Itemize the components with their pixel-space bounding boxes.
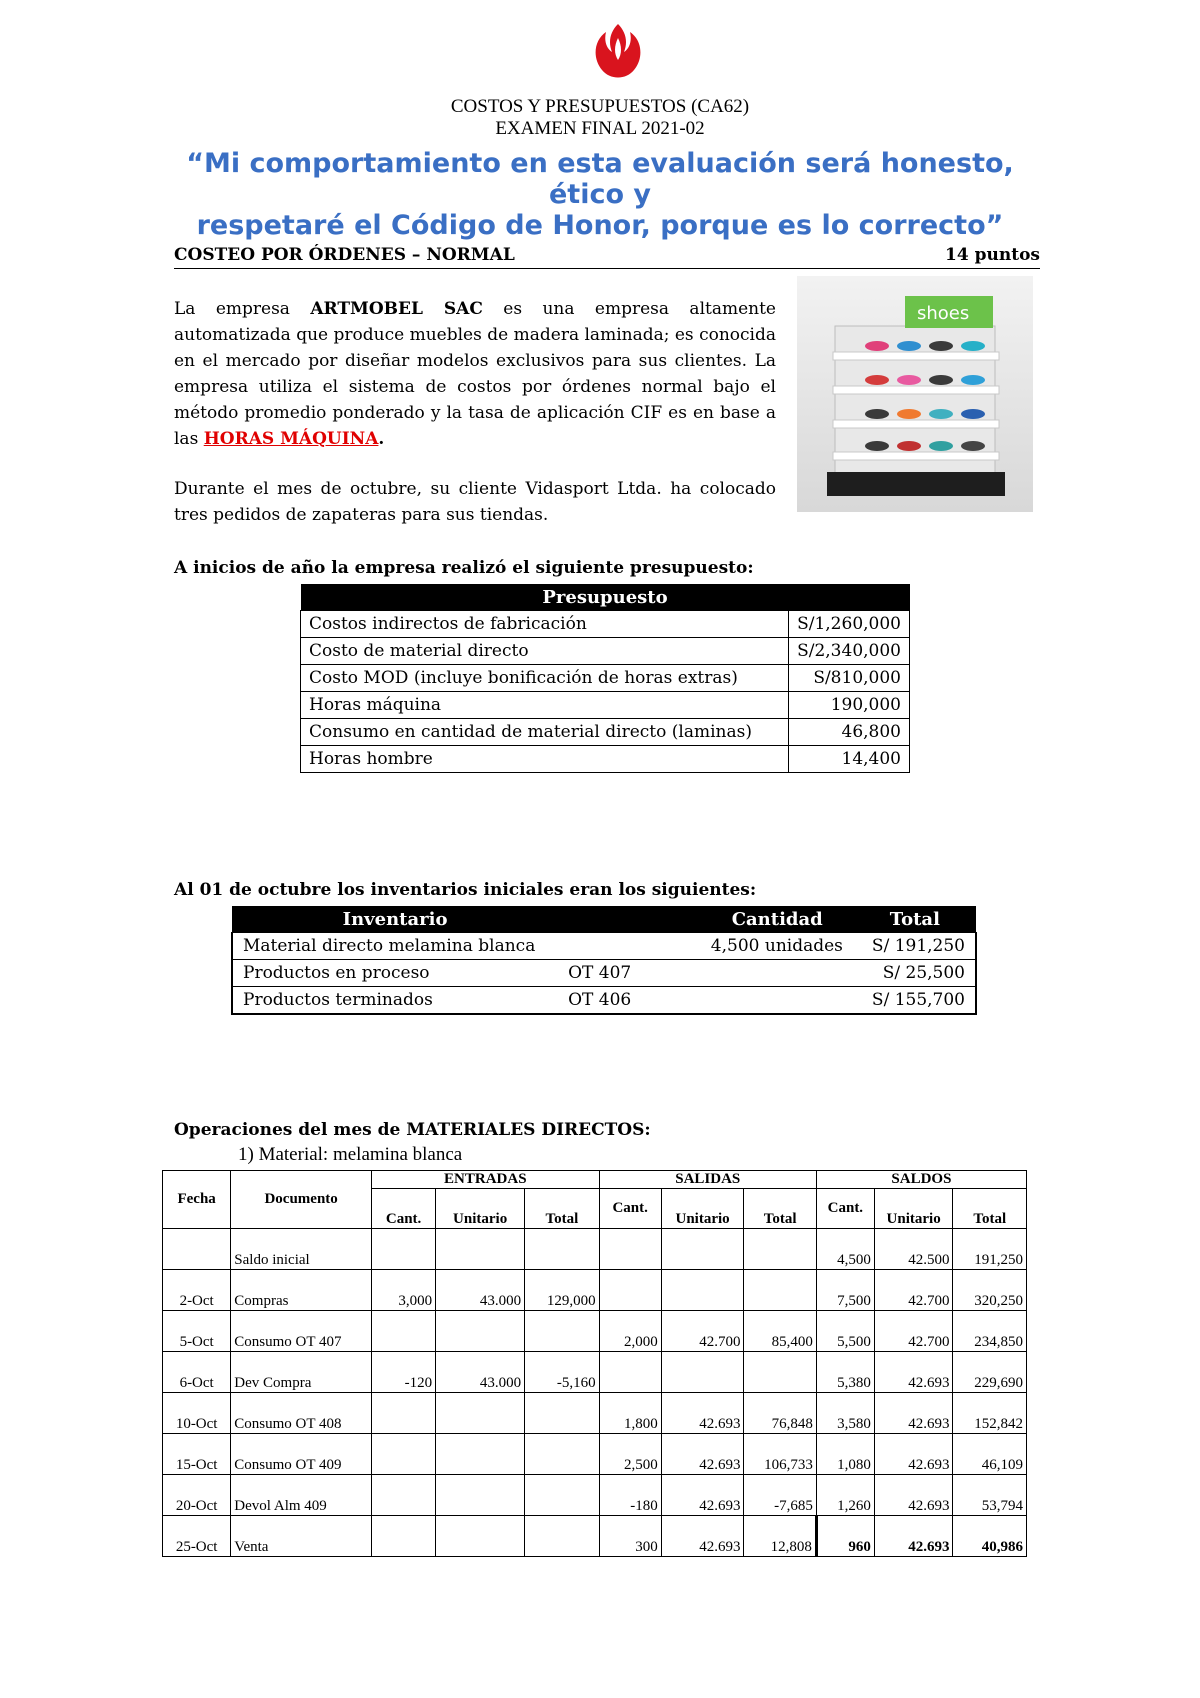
cell-s-total: 85,400 <box>744 1311 816 1352</box>
cell-s-cant: 300 <box>599 1516 661 1557</box>
cell-s-cant <box>599 1270 661 1311</box>
sign-text: shoes <box>917 303 970 324</box>
cell-fecha: 15-Oct <box>163 1434 231 1475</box>
budget-label: Costo de material directo <box>301 638 789 665</box>
table-row <box>232 987 976 1015</box>
table-row <box>301 638 910 665</box>
sub-header: Total <box>525 1189 600 1229</box>
inventory-qty <box>701 987 854 1015</box>
cell-b-cant: 5,380 <box>816 1352 874 1393</box>
cell-fecha: 2-Oct <box>163 1270 231 1311</box>
cell-e-unit <box>436 1393 525 1434</box>
cell-e-total: 129,000 <box>525 1270 600 1311</box>
cell-s-cant <box>599 1352 661 1393</box>
table-row <box>301 719 910 746</box>
cell-b-total: 46,109 <box>953 1434 1027 1475</box>
budget-label: Consumo en cantidad de material directo (laminas) <box>301 719 789 746</box>
intro-text-b: es una empresa altamente automatizada que produce muebles de madera laminada; es conocida en el mercado por diseñar modelos exclusivos para sus clientes. La empresa utiliza el sistema de costos por órdenes normal bajo el método promedio ponderado y la tasa de aplicación CIF es en base a las <box>174 299 776 449</box>
kardex-table <box>162 1170 1027 1557</box>
cell-fecha <box>163 1229 231 1270</box>
intro-paragraph-2: Durante el mes de octubre, su cliente Vidasport Ltda. ha colocado tres pedidos de zapateras para sus tiendas. <box>174 479 776 525</box>
cell-e-unit <box>436 1229 525 1270</box>
cell-fecha: 10-Oct <box>163 1393 231 1434</box>
inventory-heading: Al 01 de octubre los inventarios iniciales eran los siguientes: <box>174 880 757 900</box>
cell-e-unit: 43.000 <box>436 1352 525 1393</box>
cell-e-cant <box>372 1434 436 1475</box>
budget-table-title: Presupuesto <box>301 584 910 611</box>
exam-title: EXAMEN FINAL 2021-02 <box>495 118 705 139</box>
cell-e-cant <box>372 1475 436 1516</box>
cell-s-total <box>744 1352 816 1393</box>
cell-s-unit <box>661 1229 744 1270</box>
inventory-total: S/ 25,500 <box>854 960 976 987</box>
inventory-name: Productos terminados <box>232 987 558 1015</box>
budget-value: S/1,260,000 <box>789 611 910 638</box>
table-row <box>163 1352 1027 1393</box>
cell-s-unit <box>661 1270 744 1311</box>
cell-e-unit <box>436 1434 525 1475</box>
cell-s-cant: 2,500 <box>599 1434 661 1475</box>
inventory-name: Productos en proceso <box>232 960 558 987</box>
cell-s-unit: 42.693 <box>661 1393 744 1434</box>
cell-s-total: 106,733 <box>744 1434 816 1475</box>
cell-e-cant <box>372 1229 436 1270</box>
inventory-total: S/ 191,250 <box>854 933 976 960</box>
shoe-display-photo <box>797 276 1033 512</box>
cell-s-unit: 42.693 <box>661 1516 744 1557</box>
honor-quote-line1: “Mi comportamiento en esta evaluación será honesto, <box>186 148 1014 179</box>
cell-fecha: 6-Oct <box>163 1352 231 1393</box>
cell-doc: Consumo OT 408 <box>231 1393 372 1434</box>
inventory-total: S/ 155,700 <box>854 987 976 1015</box>
intro-text-a: La empresa <box>174 299 311 319</box>
cell-b-unit: 42.693 <box>874 1352 953 1393</box>
inventory-ot: OT 407 <box>558 960 701 987</box>
sub-header: Total <box>744 1189 816 1229</box>
university-logo <box>580 18 656 94</box>
cell-doc: Venta <box>231 1516 372 1557</box>
cell-b-cant: 4,500 <box>816 1229 874 1270</box>
budget-value: S/2,340,000 <box>789 638 910 665</box>
cell-b-cant: 1,080 <box>816 1434 874 1475</box>
inventory-table <box>231 906 977 1015</box>
inventory-ot: OT 406 <box>558 987 701 1015</box>
cell-s-cant <box>599 1229 661 1270</box>
intro-paragraph <box>174 296 776 452</box>
cell-e-total <box>525 1516 600 1557</box>
cell-doc: Dev Compra <box>231 1352 372 1393</box>
cell-doc: Compras <box>231 1270 372 1311</box>
honor-quote-line3: respetaré el Código de Honor, porque es lo correcto” <box>196 210 1004 241</box>
group-saldos: SALDOS <box>816 1171 1026 1189</box>
table-row <box>163 1434 1027 1475</box>
cell-b-unit: 42.500 <box>874 1229 953 1270</box>
section-points: 14 puntos <box>945 245 1040 265</box>
budget-value: 14,400 <box>789 746 910 773</box>
cell-b-cant: 1,260 <box>816 1475 874 1516</box>
cell-doc: Consumo OT 409 <box>231 1434 372 1475</box>
inventory-col-header: Total <box>854 906 976 933</box>
cell-b-total: 191,250 <box>953 1229 1027 1270</box>
table-row <box>163 1311 1027 1352</box>
cell-s-unit: 42.693 <box>661 1434 744 1475</box>
cell-b-unit: 42.693 <box>874 1516 953 1557</box>
cell-s-unit: 42.700 <box>661 1311 744 1352</box>
operations-heading: Operaciones del mes de MATERIALES DIRECTOS: <box>174 1120 651 1140</box>
table-row <box>301 746 910 773</box>
cell-b-cant: 7,500 <box>816 1270 874 1311</box>
cell-s-cant: -180 <box>599 1475 661 1516</box>
cell-s-total <box>744 1270 816 1311</box>
inventory-col-header <box>558 906 701 933</box>
company-name: ARTMOBEL SAC <box>310 299 483 319</box>
sub-header: Cant. <box>816 1189 874 1229</box>
cell-b-unit: 42.700 <box>874 1311 953 1352</box>
sub-header: Unitario <box>874 1189 953 1229</box>
cell-s-total: 12,808 <box>744 1516 816 1557</box>
cell-b-total: 40,986 <box>953 1516 1027 1557</box>
cell-b-unit: 42.693 <box>874 1434 953 1475</box>
table-row <box>301 665 910 692</box>
material-item: 1) Material: melamina blanca <box>238 1144 463 1165</box>
inventory-qty: 4,500 unidades <box>701 933 854 960</box>
inventory-col-header: Inventario <box>232 906 558 933</box>
sub-header: Cant. <box>372 1189 436 1229</box>
cell-b-total: 152,842 <box>953 1393 1027 1434</box>
cell-doc: Saldo inicial <box>231 1229 372 1270</box>
cell-e-cant <box>372 1516 436 1557</box>
cell-b-total: 229,690 <box>953 1352 1027 1393</box>
budget-heading: A inicios de año la empresa realizó el siguiente presupuesto: <box>174 558 754 578</box>
budget-label: Horas máquina <box>301 692 789 719</box>
budget-value: 190,000 <box>789 692 910 719</box>
budget-label: Costo MOD (incluye bonificación de horas extras) <box>301 665 789 692</box>
cell-b-cant: 5,500 <box>816 1311 874 1352</box>
table-row <box>232 960 976 987</box>
cell-e-unit <box>436 1516 525 1557</box>
group-entradas: ENTRADAS <box>372 1171 600 1189</box>
cell-e-cant <box>372 1393 436 1434</box>
table-row <box>301 611 910 638</box>
cell-s-cant: 1,800 <box>599 1393 661 1434</box>
table-row <box>163 1516 1027 1557</box>
table-row <box>163 1475 1027 1516</box>
cell-b-total: 53,794 <box>953 1475 1027 1516</box>
honor-quote-line2: ético y <box>548 179 652 210</box>
sub-header: Total <box>953 1189 1027 1229</box>
cell-b-unit: 42.693 <box>874 1475 953 1516</box>
sub-header: Unitario <box>436 1189 525 1229</box>
cell-e-cant: 3,000 <box>372 1270 436 1311</box>
cell-e-unit <box>436 1475 525 1516</box>
table-row <box>163 1270 1027 1311</box>
cell-e-total <box>525 1393 600 1434</box>
budget-table <box>300 584 910 773</box>
cell-e-unit <box>436 1311 525 1352</box>
cell-e-total: -5,160 <box>525 1352 600 1393</box>
cell-s-total: -7,685 <box>744 1475 816 1516</box>
cell-b-unit: 42.693 <box>874 1393 953 1434</box>
table-row <box>232 933 976 960</box>
cell-fecha: 25-Oct <box>163 1516 231 1557</box>
intro-text-c: . <box>378 429 385 449</box>
cell-s-cant: 2,000 <box>599 1311 661 1352</box>
cell-doc: Devol Alm 409 <box>231 1475 372 1516</box>
cell-e-total <box>525 1434 600 1475</box>
cell-e-unit: 43.000 <box>436 1270 525 1311</box>
budget-value: S/810,000 <box>789 665 910 692</box>
sub-header: Cant. <box>599 1189 661 1229</box>
cell-s-unit: 42.693 <box>661 1475 744 1516</box>
table-row <box>163 1229 1027 1270</box>
cell-s-total <box>744 1229 816 1270</box>
cell-b-unit: 42.700 <box>874 1270 953 1311</box>
table-row <box>163 1393 1027 1434</box>
cell-e-cant: -120 <box>372 1352 436 1393</box>
cell-b-total: 234,850 <box>953 1311 1027 1352</box>
group-salidas: SALIDAS <box>599 1171 816 1189</box>
section-title: COSTEO POR ÓRDENES – NORMAL <box>174 245 515 265</box>
cell-s-unit <box>661 1352 744 1393</box>
cell-e-total <box>525 1311 600 1352</box>
section-divider <box>174 268 1040 269</box>
course-title: COSTOS Y PRESUPUESTOS (CA62) <box>450 96 750 117</box>
cell-fecha: 5-Oct <box>163 1311 231 1352</box>
col-fecha: Fecha <box>163 1171 231 1229</box>
cell-e-cant <box>372 1311 436 1352</box>
cell-b-cant: 3,580 <box>816 1393 874 1434</box>
cell-doc: Consumo OT 407 <box>231 1311 372 1352</box>
inventory-qty <box>701 960 854 987</box>
cell-b-cant: 960 <box>816 1516 874 1557</box>
rate-base-highlight: HORAS MÁQUINA <box>203 429 379 449</box>
cell-e-total <box>525 1475 600 1516</box>
cell-s-total: 76,848 <box>744 1393 816 1434</box>
budget-label: Costos indirectos de fabricación <box>301 611 789 638</box>
inventory-col-header: Cantidad <box>701 906 854 933</box>
table-row <box>301 692 910 719</box>
budget-value: 46,800 <box>789 719 910 746</box>
cell-fecha: 20-Oct <box>163 1475 231 1516</box>
inventory-name: Material directo melamina blanca <box>232 933 701 960</box>
cell-b-total: 320,250 <box>953 1270 1027 1311</box>
col-documento: Documento <box>231 1171 372 1229</box>
sub-header: Unitario <box>661 1189 744 1229</box>
cell-e-total <box>525 1229 600 1270</box>
budget-label: Horas hombre <box>301 746 789 773</box>
